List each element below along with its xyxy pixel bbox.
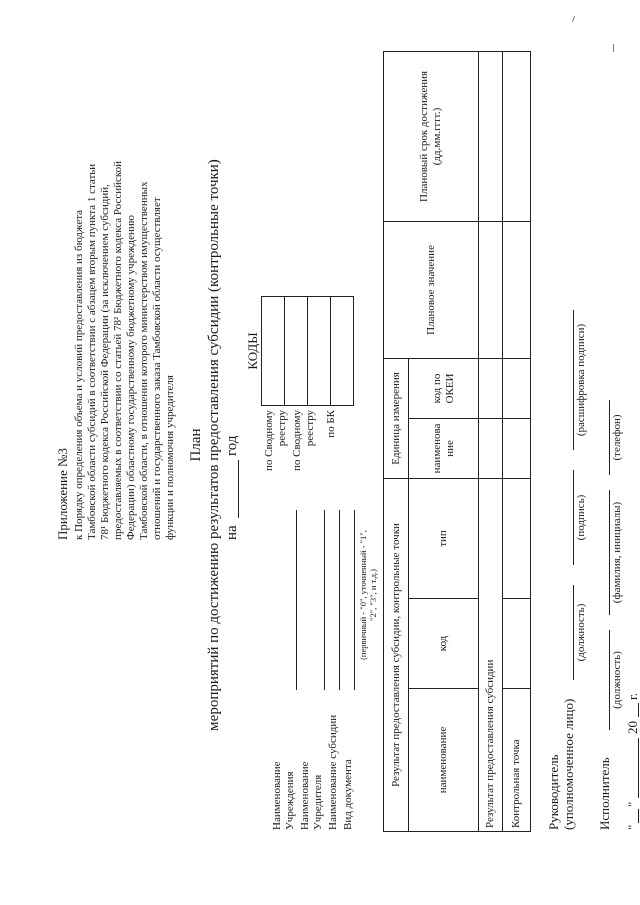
year-suffix: год <box>224 435 240 456</box>
exec-fio-line <box>609 490 610 615</box>
field-label: Наименование <box>299 761 311 830</box>
header-result-group: Результат предоставления субсидии, контрольные точки <box>384 478 409 831</box>
field-right-label: по БК <box>325 410 337 438</box>
appendix-line: Тамбовской области субсидий в соответствии с абзацем вторым пункта 1 статьи <box>86 163 98 540</box>
date-quote-close: " <box>625 801 640 807</box>
table-cell[interactable] <box>503 221 531 358</box>
header-type: тип <box>409 478 479 598</box>
date-year-prefix: 20 <box>625 721 640 734</box>
date-quote-open: " <box>625 824 640 830</box>
field-label: Наименование <box>271 761 283 830</box>
field-underline <box>324 510 325 690</box>
table-cell[interactable] <box>479 51 503 221</box>
head-label: Руководитель <box>546 754 561 830</box>
field-underline <box>296 510 297 690</box>
cap-position-2: (должность) <box>611 651 623 709</box>
table-cell[interactable] <box>503 51 531 221</box>
table-row-result: Результат предоставления субсидии <box>479 478 503 831</box>
field-label: Вид документа <box>342 759 354 830</box>
cap-signature: (подпись) <box>575 494 587 541</box>
scan-mark <box>572 16 575 22</box>
cap-position: (должность) <box>575 603 587 662</box>
date-day-line <box>638 809 639 823</box>
date-year-suffix: г. <box>625 692 640 700</box>
code-cell[interactable] <box>285 297 308 406</box>
field-label: Учредителя <box>312 774 324 830</box>
year-blank <box>238 460 239 518</box>
date-month-line <box>638 738 639 798</box>
appendix-text <box>73 60 177 540</box>
year-prefix: на <box>224 525 240 540</box>
header-name: наименование <box>409 689 479 832</box>
field-underline <box>354 510 355 690</box>
appendix-line: отношений и государственного заказа Тамбовской области осуществляет <box>151 197 163 540</box>
header-okei: код по ОКЕИ <box>409 358 479 418</box>
field-right-label: по Сводному <box>291 410 303 472</box>
table-cell[interactable] <box>479 358 503 418</box>
codes-header: КОДЫ <box>245 332 260 370</box>
field-right-label: реестру <box>276 410 288 447</box>
header-deadline: Плановый срок достижения (дд.мм.гггг.) <box>384 51 479 221</box>
table-cell[interactable] <box>503 418 531 478</box>
exec-position-line <box>609 630 610 730</box>
scan-mark <box>613 44 614 52</box>
appendix-line: Федерации) областному государственному бюджетному учреждению <box>125 214 137 540</box>
appendix-number: Приложение №3 <box>55 448 70 540</box>
table-cell[interactable] <box>503 358 531 418</box>
control-points-table <box>383 51 531 832</box>
plan-title: План <box>188 428 204 462</box>
appendix-line: функции и полномочия учредителя <box>164 375 176 540</box>
cap-fio: (фамилия, инициалы) <box>611 501 623 604</box>
table-cell[interactable] <box>503 599 531 689</box>
header-unit-name: наименова ние <box>409 418 479 478</box>
field-label: Учреждения <box>284 771 296 830</box>
field-label: Наименование субсидии <box>327 714 339 830</box>
field-right-label: по Сводному <box>263 410 275 472</box>
doc-type-note: (первичный - "0", уточненный - "1", "2", "3", и т.д.) <box>358 530 378 660</box>
cap-phone: (телефон) <box>611 414 623 461</box>
exec-phone-line <box>609 400 610 475</box>
code-cell[interactable] <box>308 297 331 406</box>
code-cell[interactable] <box>262 297 285 406</box>
head-sub-label: (уполномоченное лицо) <box>561 698 576 830</box>
plan-subtitle: мероприятий по достижению результатов предоставления субсидии (контрольные точки) <box>206 159 222 731</box>
cap-decode: (расшифровка подписи) <box>575 323 587 437</box>
field-underline <box>339 510 340 690</box>
appendix-line: к Порядку определения объема и условий предоставления из бюджета <box>73 209 85 540</box>
code-cell[interactable] <box>331 297 354 406</box>
head-decode-line <box>573 310 574 450</box>
executor-label: Исполнитель <box>597 757 612 830</box>
appendix-line: Тамбовской области, в отношении которого министерством имущественных <box>138 181 150 540</box>
header-code: код <box>409 599 479 689</box>
header-plan-value: Плановое значение <box>384 221 479 358</box>
table-cell[interactable] <box>479 418 503 478</box>
date-year-line <box>638 703 639 717</box>
appendix-line: предоставляемых в соответствии со статьей 78² Бюджетного кодекса Российской <box>112 160 124 540</box>
table-row-control-point: Контрольная точка <box>503 689 531 832</box>
table-cell[interactable] <box>479 221 503 358</box>
field-right-label: реестру <box>304 410 316 447</box>
header-unit-group: Единица измерения <box>384 358 409 478</box>
codes-table <box>261 296 354 406</box>
appendix-line: 78¹ Бюджетного кодекса Российской Федерации (за исключением субсидий, <box>99 184 111 540</box>
head-signature-line <box>573 470 574 565</box>
head-position-line <box>573 585 574 680</box>
document-page <box>43 50 640 840</box>
table-cell[interactable] <box>503 478 531 598</box>
